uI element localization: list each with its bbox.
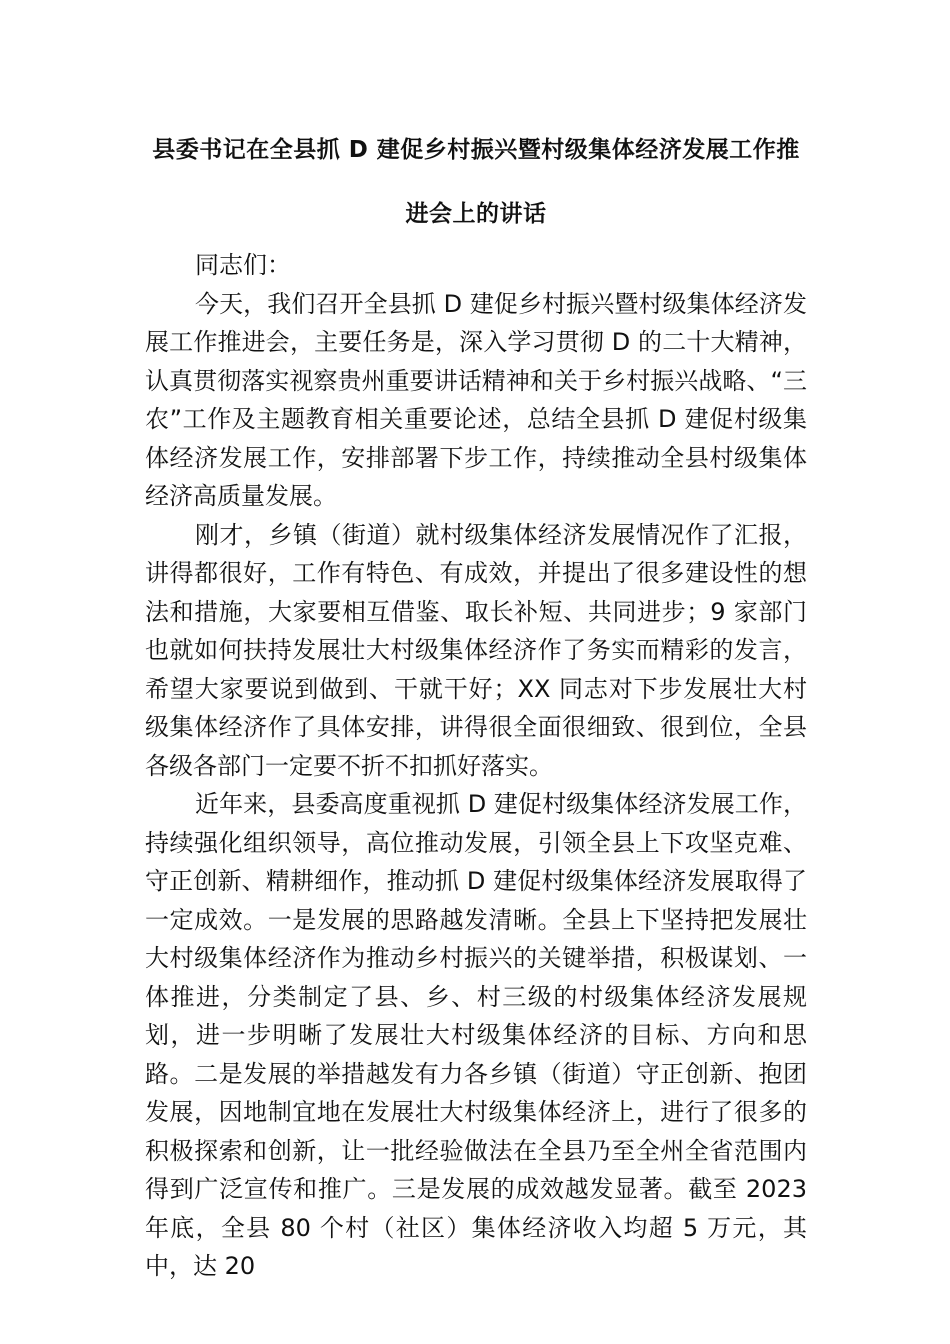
- document-title: 县委书记在全县抓 D 建促乡村振兴暨村级集体经济发展工作推进会上的讲话: [152, 137, 800, 227]
- paragraph-reports: 刚才，乡镇（街道）就村级集体经济发展情况作了汇报，讲得都很好，工作有特色、有成效，并提出了很多建设性的想法和措施，大家要相互借鉴、取长补短、共同进步；9 家部门也就如何扶持发展壮大村级集体经济作了务实而精彩的发言，希望大家要说到做到、干就干好；XX 同志对下步发展壮大村级集体经济作了具体安排，讲得很全面很细致、很到位，全县各级各部门一定要不折不扣抓好落实。: [145, 520, 807, 780]
- paragraph-achievements: 近年来，县委高度重视抓 D 建促村级集体经济发展工作，持续强化组织领导，高位推动发展，引领全县上下攻坚克难、守正创新、精耕细作，推动抓 D 建促村级集体经济发展取得了一定成效。一是发展的思路越发清晰。全县上下坚持把发展壮大村级集体经济作为推动乡村振兴的关键举措，积极谋划、一体推进，分类制定了县、乡、村三级的村级集体经济发展规划，进一步明晰了发展壮大村级集体经济的目标、方向和思路。二是发展的举措越发有力各乡镇（街道）守正创新、抱团发展，因地制宜地在发展壮大村级集体经济上，进行了很多的积极探索和创新，让一批经验做法在全县乃至全州全省范围内得到广泛宣传和推广。三是发展的成效越发显著。截至 2023 年底，全县 80 个村（社区）集体经济收入均超 5 万元，其中，达 20: [145, 790, 807, 1280]
- document-page: [145, 118, 807, 1286]
- salutation: 同志们：: [195, 251, 291, 279]
- paragraph-opening: 今天，我们召开全县抓 D 建促乡村振兴暨村级集体经济发展工作推进会，主要任务是，深入学习贯彻 D 的二十大精神，认真贯彻落实视察贵州重要讲话精神和关于乡村振兴战略、“三农”工作及主题教育相关重要论述，总结全县抓 D 建促村级集体经济发展工作，安排部署下步工作，持续推动全县村级集体经济高质量发展。: [145, 289, 807, 510]
